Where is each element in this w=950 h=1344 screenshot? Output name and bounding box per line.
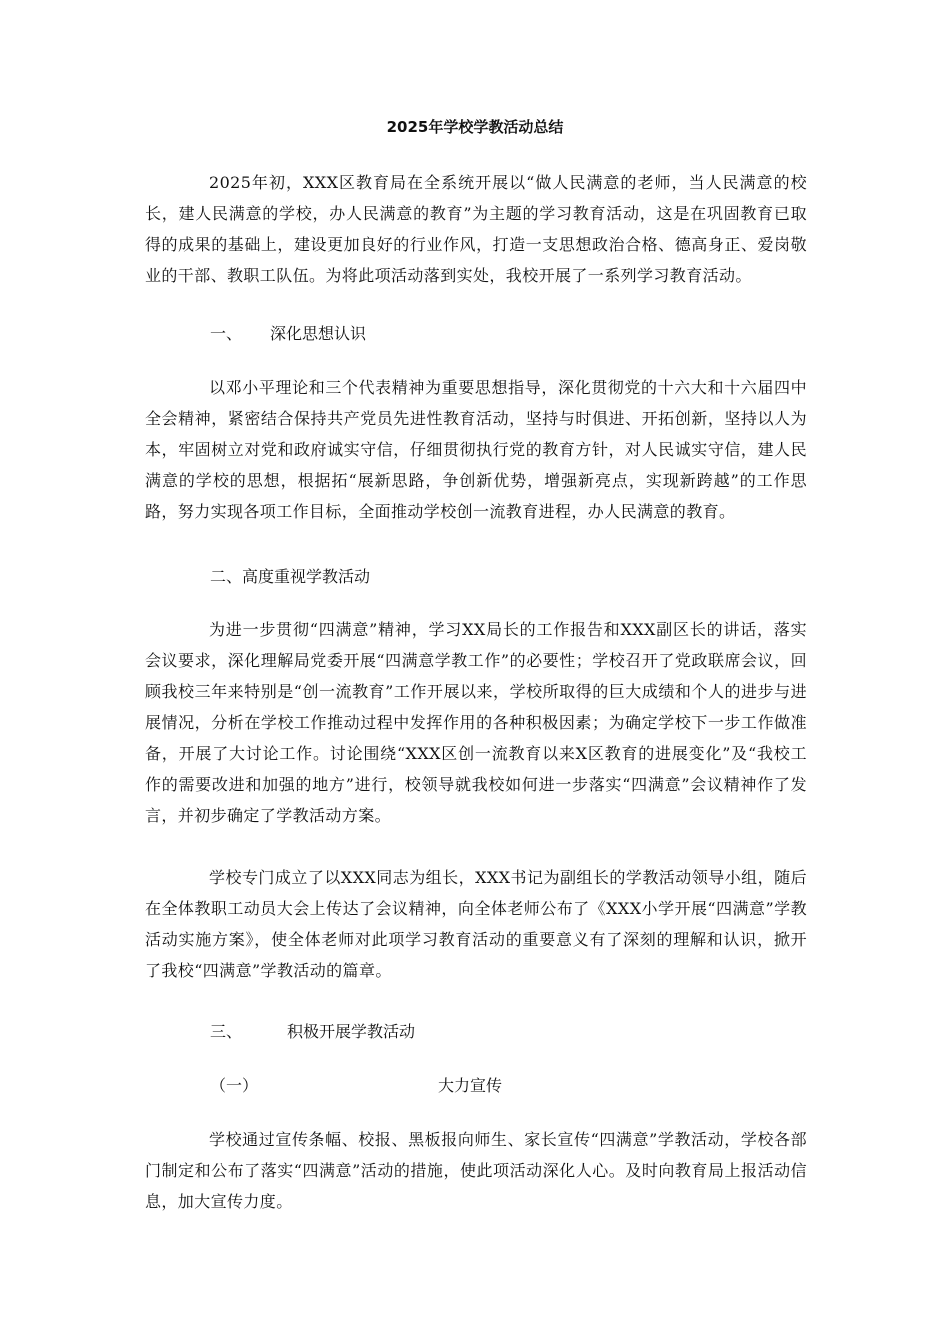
section-1-paragraph: 以邓小平理论和三个代表精神为重要思想指导，深化贯彻党的十六大和十六届四中全会精神，紧密结合保持共产党员先进性教育活动，坚持与时俱进、开拓创新，坚持以人为本，牢固树立对党和政府诚实守信，仔细贯彻执行党的教育方针，对人民诚实守信，建人民满意的学校的思想，根据拓“展新思路，争创新优势，增强新亮点，实现新跨越”的工作思路，努力实现各项工作目标，全面推动学校创一流教育进程，办人民满意的教育。 <box>145 378 807 521</box>
subsection-1-title: 大力宣传 <box>438 1076 503 1095</box>
subsection-1-number: （一） <box>210 1076 259 1095</box>
section-2-paragraph-1: 为进一步贯彻“四满意”精神，学习XX局长的工作报告和XXX副区长的讲话，落实会议要求，深化理解局党委开展“四满意学教工作”的必要性；学校召开了党政联席会议，回顾我校三年来特别是“创一流教育”工作开展以来，学校所取得的巨大成绩和个人的进步与进展情况，分析在学校工作推动过程中发挥作用的各种积极因素；为确定学校下一步工作做准备，开展了大讨论工作。讨论围绕“XXX区创一流教育以来X区教育的进展变化”及“我校工作的需要改进和加强的地方”进行，校领导就我校如何进一步落实“四满意”会议精神作了发言，并初步确定了学教活动方案。 <box>145 620 807 825</box>
section-3-number: 三、 <box>210 1022 243 1041</box>
section-3-title: 积极开展学教活动 <box>287 1022 416 1041</box>
section-1-number: 一、 <box>210 324 243 343</box>
subsection-1-paragraph: 学校通过宣传条幅、校报、黑板报向师生、家长宣传“四满意”学教活动，学校各部门制定和公布了落实“四满意”活动的措施，使此项活动深化人心。及时向教育局上报活动信息，加大宣传力度。 <box>145 1130 807 1211</box>
section-2-heading: 二、高度重视学教活动 <box>210 567 371 586</box>
document-title: 2025年学校学教活动总结 <box>386 118 564 136</box>
section-2-paragraph-2: 学校专门成立了以XXX同志为组长，XXX书记为副组长的学教活动领导小组，随后在全体教职工动员大会上传达了会议精神，向全体老师公布了《XXX小学开展“四满意”学教活动实施方案》，使全体老师对此项学习教育活动的重要意义有了深刻的理解和认识，掀开了我校“四满意”学教活动的篇章。 <box>145 868 807 980</box>
intro-paragraph: 2025年初，XXX区教育局在全系统开展以“做人民满意的老师，当人民满意的校长，建人民满意的学校，办人民满意的教育”为主题的学习教育活动，这是在巩固教育已取得的成果的基础上，建设更加良好的行业作风，打造一支思想政治合格、德高身正、爱岗敬业的干部、教职工队伍。为将此项活动落到实处，我校开展了一系列学习教育活动。 <box>145 173 807 285</box>
section-1-title: 深化思想认识 <box>270 324 367 343</box>
